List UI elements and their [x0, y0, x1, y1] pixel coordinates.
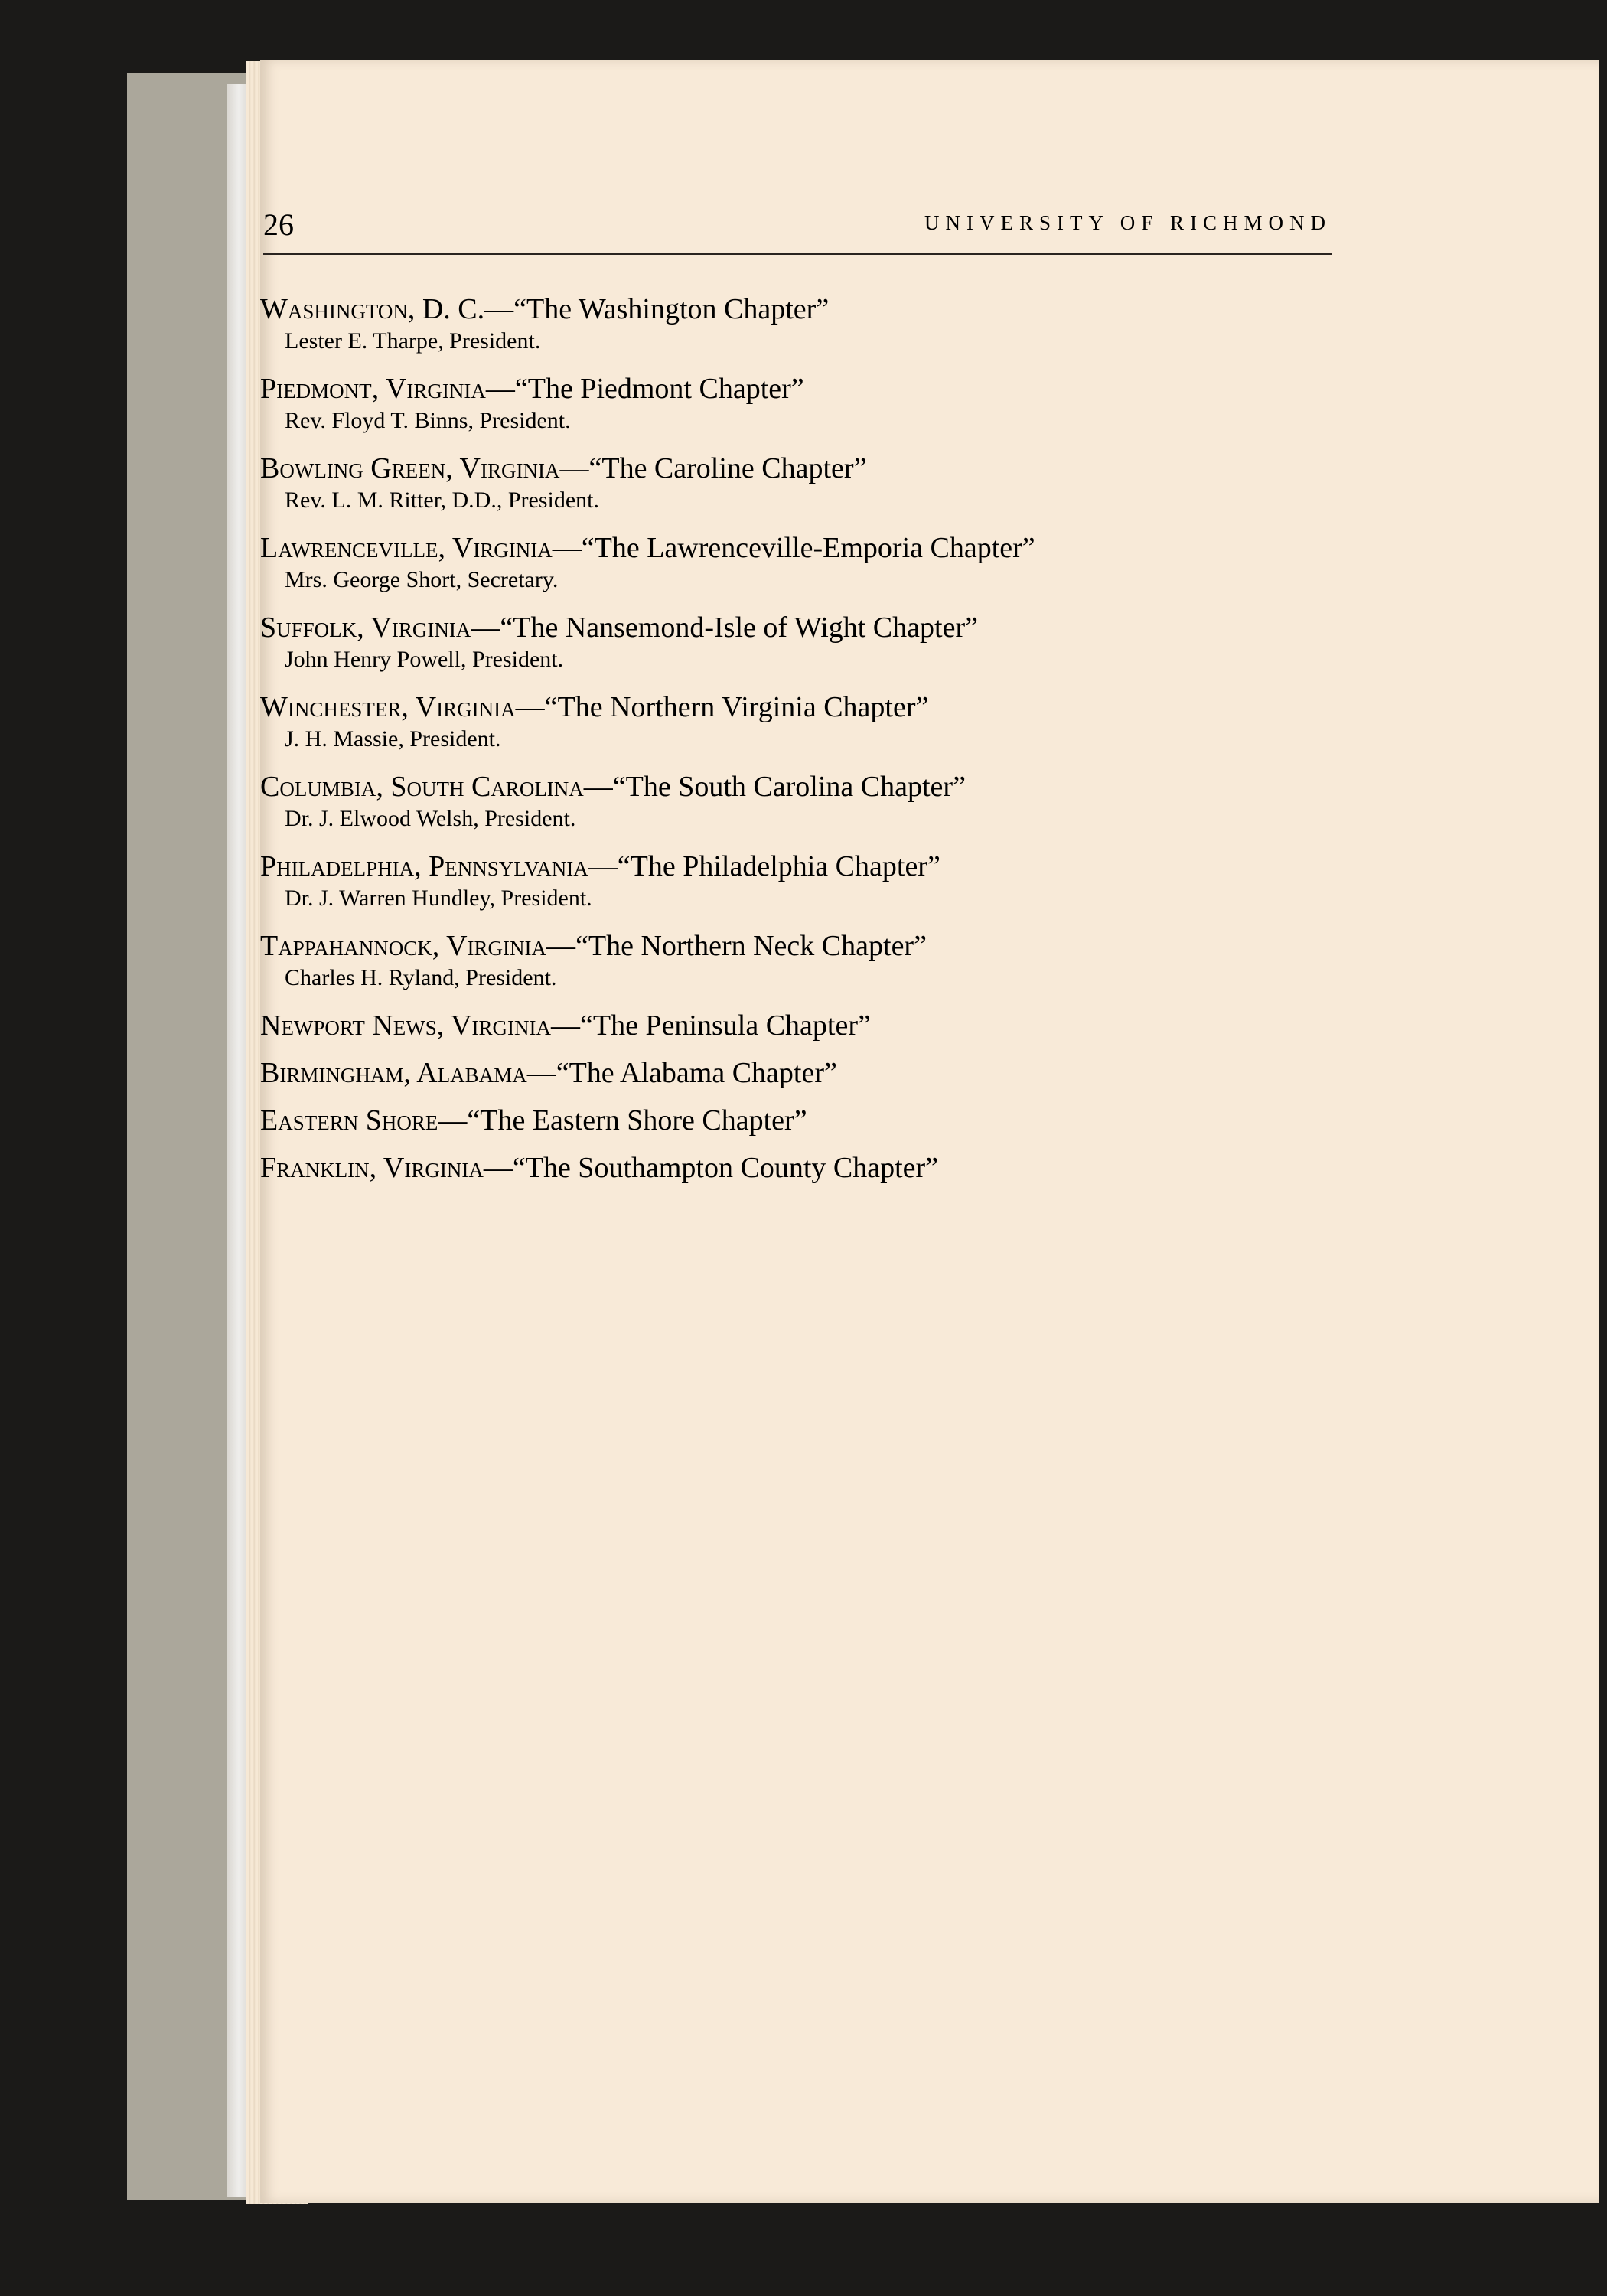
chapter-name: —“The Piedmont Chapter” [485, 373, 804, 405]
chapter-officer: J. H. Massie, President. [285, 726, 501, 752]
page-header [263, 207, 1332, 253]
chapter-name: —“The Peninsula Chapter” [550, 1009, 871, 1042]
chapter-location: Tappahannock, Virginia [260, 930, 546, 962]
chapter-entry [260, 370, 1332, 435]
chapter-officer: Dr. J. Warren Hundley, President. [285, 885, 592, 911]
chapter-officer: Charles H. Ryland, President. [285, 965, 557, 990]
chapter-entry [260, 1007, 1332, 1044]
page-number: 26 [263, 207, 294, 242]
chapter-entry [260, 291, 1332, 355]
chapter-entry [260, 1055, 1332, 1091]
chapter-entry [260, 1150, 1332, 1186]
chapter-location: Birmingham, Alabama [260, 1057, 527, 1089]
chapter-name: —“The Lawrenceville-Emporia Chapter” [552, 532, 1035, 564]
chapter-name: —“The Philadelphia Chapter” [588, 850, 940, 882]
chapter-entry [260, 530, 1332, 594]
chapter-location: Piedmont, Virginia [260, 373, 486, 405]
chapter-location: Newport News, Virginia [260, 1009, 551, 1042]
chapter-name: —“The Eastern Shore Chapter” [438, 1104, 807, 1137]
chapter-location: Washington, D. C. [260, 293, 485, 325]
chapter-name: —“The Alabama Chapter” [526, 1057, 837, 1089]
chapter-entry [260, 609, 1332, 673]
chapter-location: Columbia, South Carolina [260, 771, 584, 803]
chapter-name: —“The Caroline Chapter” [559, 452, 867, 484]
chapter-entry [260, 450, 1332, 514]
chapter-officer: Rev. Floyd T. Binns, President. [285, 408, 571, 433]
chapter-location: Winchester, Virginia [260, 691, 516, 723]
chapter-location: Suffolk, Virginia [260, 612, 471, 644]
chapter-officer: Mrs. George Short, Secretary. [285, 567, 559, 592]
chapter-location: Bowling Green, Virginia [260, 452, 560, 484]
chapter-name: —“The Northern Neck Chapter” [546, 930, 927, 962]
chapter-name: —“The Washington Chapter” [484, 293, 830, 325]
chapter-entry [260, 689, 1332, 753]
chapter-location: Eastern Shore [260, 1104, 438, 1137]
chapter-name: —“The Nansemond-Isle of Wight Chapter” [471, 612, 978, 644]
running-head: UNIVERSITY OF RICHMOND [924, 211, 1332, 234]
chapter-entry [260, 928, 1332, 992]
chapter-location: Lawrenceville, Virginia [260, 532, 553, 564]
chapter-entry [260, 768, 1332, 833]
chapter-list [260, 291, 1332, 1197]
chapter-location: Franklin, Virginia [260, 1152, 484, 1184]
chapter-officer: John Henry Powell, President. [285, 647, 564, 672]
chapter-officer: Lester E. Tharpe, President. [285, 328, 541, 354]
header-rule [263, 253, 1332, 255]
chapter-officer: Dr. J. Elwood Welsh, President. [285, 806, 576, 831]
chapter-name: —“The Northern Virginia Chapter” [515, 691, 929, 723]
chapter-location: Philadelphia, Pennsylvania [260, 850, 588, 882]
chapter-name: —“The South Carolina Chapter” [583, 771, 966, 803]
chapter-name: —“The Southampton County Chapter” [483, 1152, 939, 1184]
chapter-entry [260, 848, 1332, 912]
chapter-officer: Rev. L. M. Ritter, D.D., President. [285, 488, 599, 513]
chapter-entry [260, 1102, 1332, 1139]
